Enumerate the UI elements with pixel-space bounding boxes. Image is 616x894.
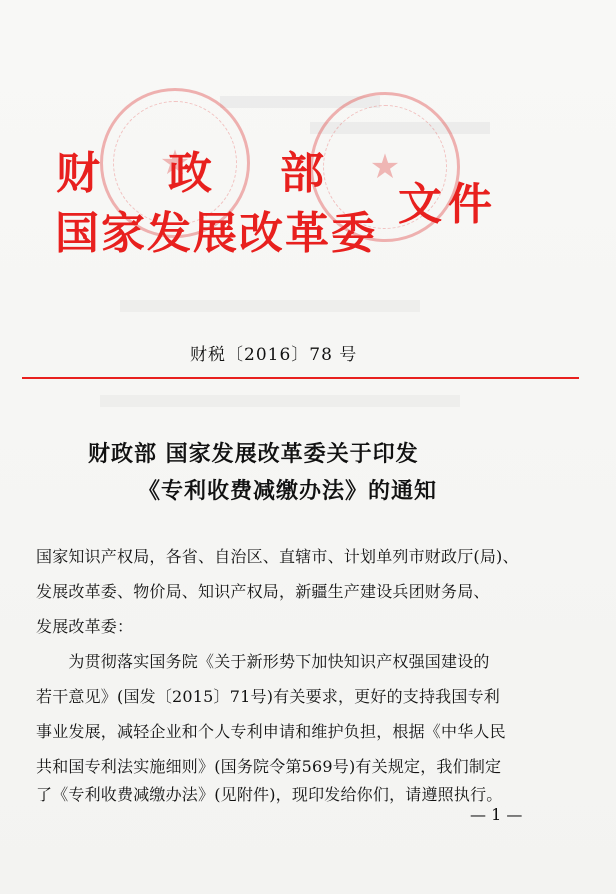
body-line: 国家知识产权局，各省、自治区、直辖市、计划单列市财政厅(局)、 (36, 547, 519, 566)
document-number: 财税〔2016〕78 号 (190, 345, 358, 365)
bleed-through (100, 395, 460, 407)
document-title-line-2: 《专利收费减缴办法》的通知 (138, 479, 438, 504)
red-divider (22, 377, 579, 379)
document-title-line-1: 财政部 国家发展改革委关于印发 (88, 442, 419, 467)
body-line: 发展改革委、物价局、知识产权局，新疆生产建设兵团财务局、 (36, 582, 490, 601)
body-line: 发展改革委： (36, 617, 134, 636)
bleed-through (120, 300, 420, 312)
body-line: 为贯彻落实国务院《关于新形势下加快知识产权强国建设的 (36, 652, 490, 671)
issuing-agency-1: 财政部 (56, 148, 392, 199)
body-line: 了《专利收费减缴办法》(见附件)，现印发给你们，请遵照执行。 (36, 785, 503, 804)
body-line: 共和国专利法实施细则》(国务院令第569号)有关规定，我们制定 (36, 757, 502, 776)
body-line: 事业发展，减轻企业和个人专利申请和维护负担，根据《中华人民 (36, 722, 506, 741)
document-type-label: 文件 (398, 179, 498, 230)
issuing-agency-2: 国家发展改革委 (55, 208, 377, 259)
page-number: — 1 — (470, 805, 523, 824)
body-line: 若干意见》(国发〔2015〕71号)有关要求，更好的支持我国专利 (36, 687, 500, 706)
